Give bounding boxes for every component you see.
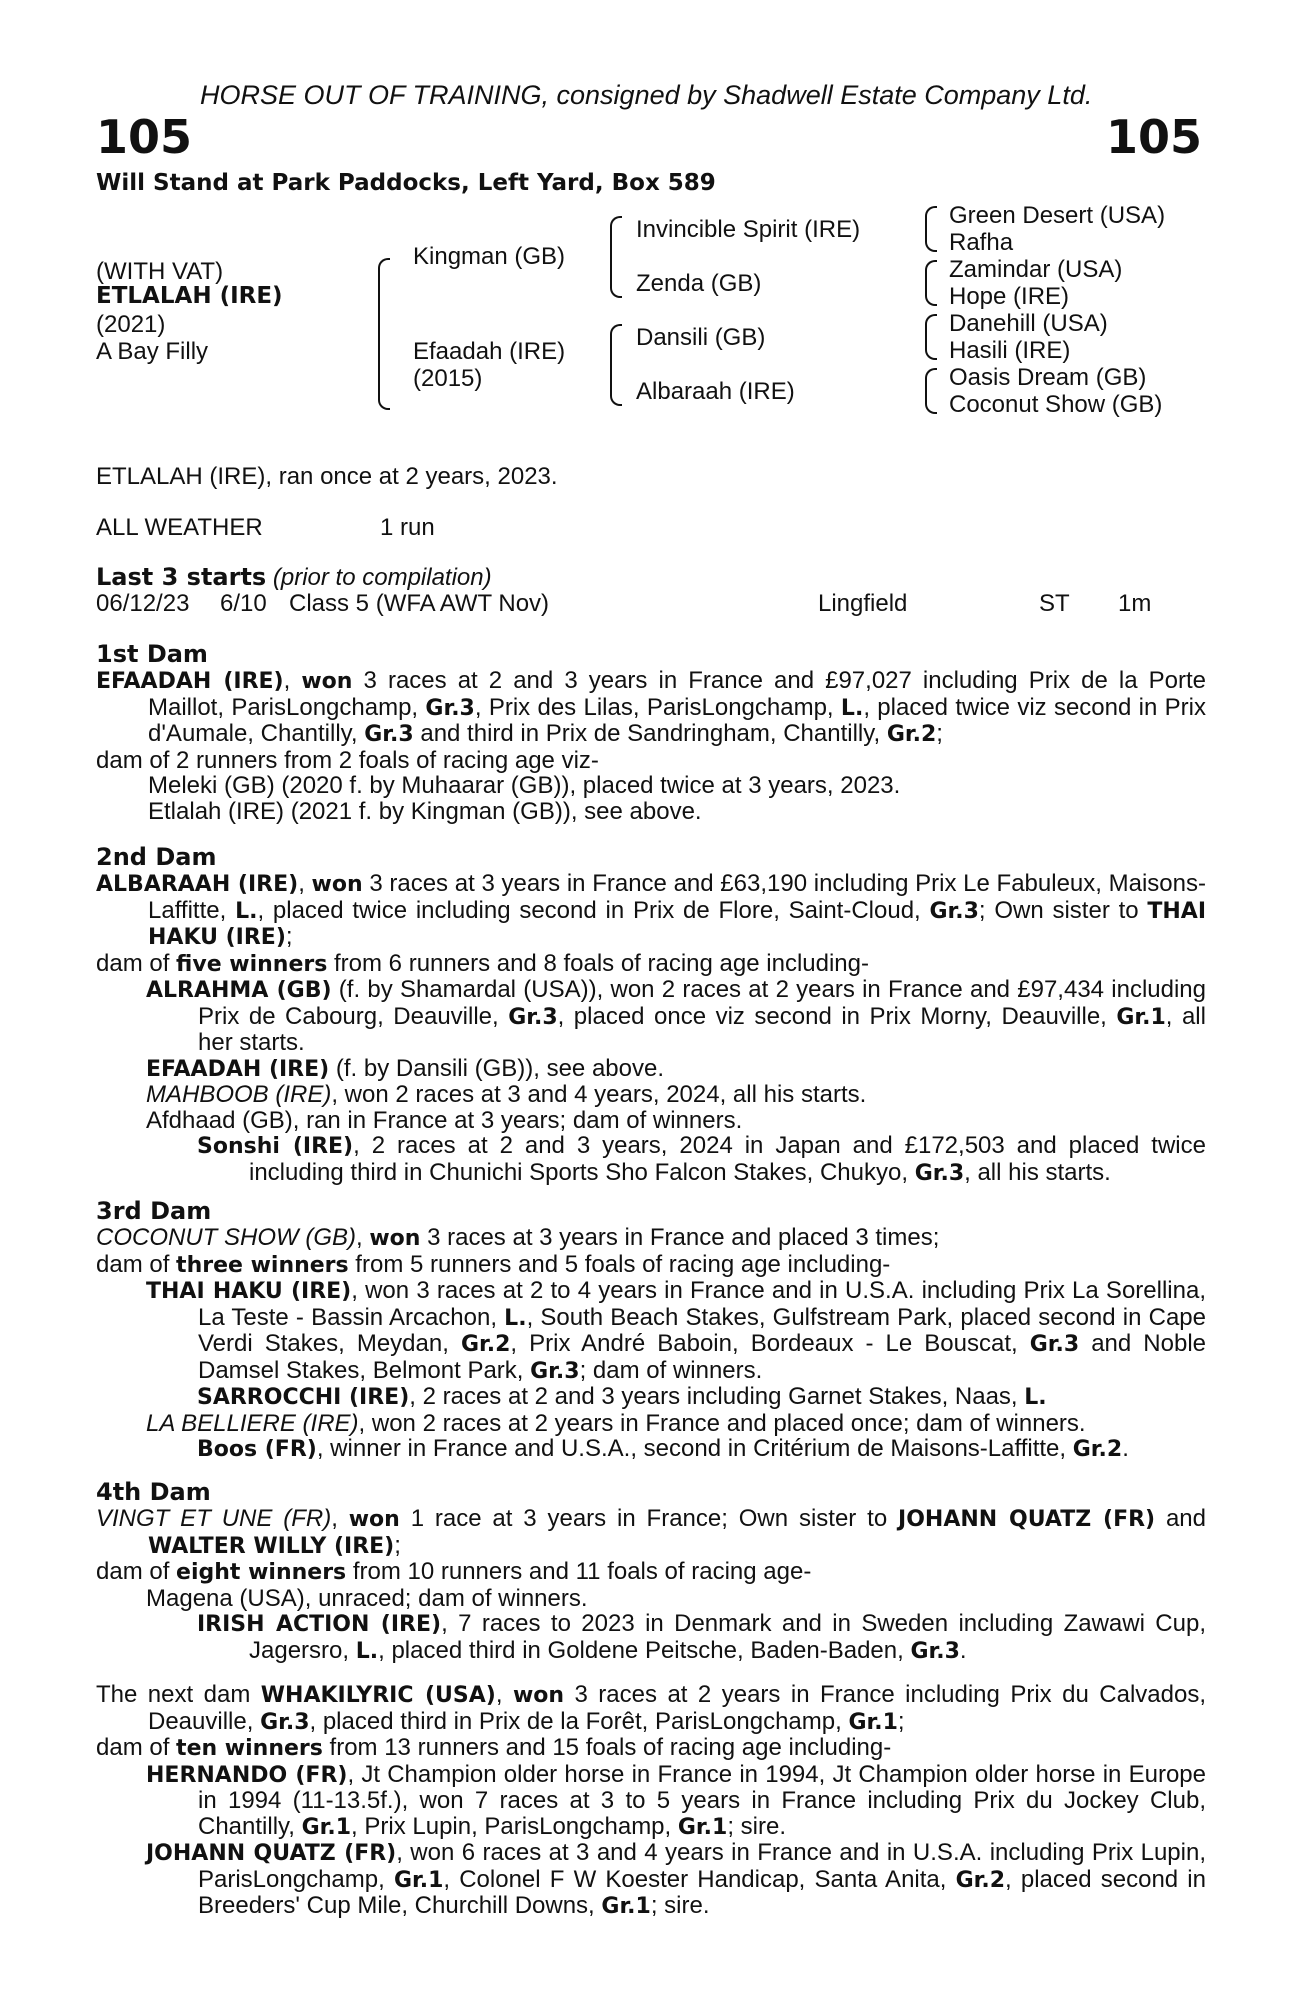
fourth-dam-section xyxy=(96,1478,1206,1664)
sire-name: Kingman (GB) xyxy=(413,243,566,270)
produce-item: HERNANDO (FR), Jt Champion older horse in France in 1994, Jt Champion older horse in Europe in 1994 (11-13.5f.), won 7 races at 3 to 5 years in France including Prix du Jockey Club, Chantilly, Gr.1, Prix Lupin, ParisLongchamp, Gr.1; sire. xyxy=(146,1760,1206,1840)
start-position: 6/10 xyxy=(220,590,267,617)
lot-number-left: 105 xyxy=(96,110,193,164)
produce-item: EFAADAH (IRE) (f. by Dansili (GB)), see above. xyxy=(146,1054,664,1082)
pedigree-brace xyxy=(925,282,937,306)
produce-item: Sonshi (IRE), 2 races at 2 and 3 years, 2024 in Japan and £172,503 and placed twice including third in Chunichi Sports Sho Falcon Stakes, Chukyo, Gr.3, all his starts. xyxy=(197,1132,1206,1186)
last-starts-label: Last 3 starts xyxy=(96,563,267,591)
pedigree-brace xyxy=(378,336,390,410)
produce-item: ALRAHMA (GB) (f. by Shamardal (USA)), won 2 races at 2 years in France and £97,434 including Prix de Cabourg, Deauville, Gr.3, placed once viz second in Prix Morny, Deauville, Gr.1, all her starts. xyxy=(146,976,1207,1056)
dam-paragraph: COCONUT SHOW (GB), won 3 races at 3 years in France and placed 3 times; xyxy=(96,1224,940,1251)
pedigree-brace xyxy=(610,362,622,406)
section-heading: 2nd Dam xyxy=(96,843,217,871)
produce-item: MAHBOOB (IRE), won 2 races at 3 and 4 years, 2024, all his starts. xyxy=(146,1081,867,1108)
dam-of-line: dam of eight winners from 10 runners and 11 foals of racing age- xyxy=(96,1558,812,1585)
ds-dam: Hasili (IRE) xyxy=(949,337,1071,364)
dam-dam: Albaraah (IRE) xyxy=(636,378,795,405)
last-starts-note: (prior to compilation) xyxy=(272,564,492,591)
start-course: Lingfield xyxy=(818,590,908,617)
pedigree-brace xyxy=(925,314,937,338)
dam-of-line: dam of three winners from 5 runners and 5 foals of racing age including- xyxy=(96,1250,891,1278)
first-dam-section xyxy=(96,640,1206,824)
horse-year: (2021) xyxy=(96,311,166,338)
stand-location: Will Stand at Park Paddocks, Left Yard, Box 589 xyxy=(96,170,716,196)
ss-dam: Rafha xyxy=(949,229,1014,256)
dam-sire: Dansili (GB) xyxy=(636,324,766,351)
produce-item: LA BELLIERE (IRE), won 2 races at 2 years in France and placed once; dam of winners. xyxy=(146,1409,1086,1437)
produce-item: IRISH ACTION (IRE), 7 races to 2023 in Denmark and in Sweden including Zawawi Cup, Jagersro, L., placed third in Goldene Peitsche, Baden-Baden, Gr.3. xyxy=(197,1610,1206,1664)
ds-sire: Danehill (USA) xyxy=(949,310,1108,337)
produce-item: Magena (USA), unraced; dam of winners. xyxy=(146,1584,588,1612)
pedigree-brace xyxy=(925,336,937,360)
dam-of-line: dam of 2 runners from 2 foals of racing age viz- xyxy=(96,746,599,774)
produce-item: Etlalah (IRE) (2021 f. by Kingman (GB)), see above. xyxy=(148,797,702,825)
start-going: ST xyxy=(1039,590,1070,617)
pedigree-brace xyxy=(925,368,937,392)
pedigree-brace xyxy=(378,258,390,338)
lot-number-right: 105 xyxy=(1105,110,1202,164)
dd-sire: Oasis Dream (GB) xyxy=(949,364,1147,391)
start-date: 06/12/23 xyxy=(96,590,190,617)
consignor-line: HORSE OUT OF TRAINING, consigned by Shadwell Estate Company Ltd. xyxy=(200,80,1093,110)
pedigree-brace xyxy=(610,324,622,364)
dam-paragraph: EFAADAH (IRE), won 3 races at 2 and 3 years in France and £97,027 including Prix de la Porte Maillot, ParisLongchamp, Gr.3, Prix des Lilas, ParisLongchamp, L., placed twice viz second in Prix d'Aumale, Chantilly, Gr.3 and third in Prix de Sandringham, Chantilly, Gr.2; xyxy=(96,667,1206,747)
pedigree-brace xyxy=(925,260,937,284)
pedigree-brace xyxy=(925,228,937,252)
surface-label: ALL WEATHER xyxy=(96,514,263,541)
dam-paragraph: The next dam WHAKILYRIC (USA), won 3 races at 2 years in France including Prix du Calvados, Deauville, Gr.3, placed third in Prix de la Forêt, ParisLongchamp, Gr.1; xyxy=(96,1681,1206,1735)
surface-runs: 1 run xyxy=(380,514,435,541)
sd-dam: Hope (IRE) xyxy=(949,283,1070,310)
race-summary: ETLALAH (IRE), ran once at 2 years, 2023. xyxy=(96,463,558,490)
dam-paragraph: VINGT ET UNE (FR), won 1 race at 3 years in France; Own sister to JOHANN QUATZ (FR) and WALTER WILLY (IRE); xyxy=(96,1505,1207,1559)
produce-item: Meleki (GB) (2020 f. by Muhaarar (GB)), placed twice at 3 years, 2023. xyxy=(148,772,901,799)
sire-dam: Zenda (GB) xyxy=(636,270,762,297)
ss-sire: Green Desert (USA) xyxy=(949,202,1166,229)
produce-item: Afdhaad (GB), ran in France at 3 years; dam of winners. xyxy=(146,1106,743,1134)
start-distance: 1m xyxy=(1118,590,1152,617)
pedigree-brace xyxy=(925,390,937,414)
horse-name: ETLALAH (IRE) xyxy=(96,283,283,309)
dd-dam: Coconut Show (GB) xyxy=(949,391,1163,418)
dam-of-line: dam of five winners from 6 runners and 8 foals of racing age including- xyxy=(96,949,869,977)
section-heading: 1st Dam xyxy=(96,640,208,668)
dam-of-line: dam of ten winners from 13 runners and 15 foals of racing age including- xyxy=(96,1734,892,1761)
section-heading: 3rd Dam xyxy=(96,1197,212,1225)
dam-name: Efaadah (IRE) xyxy=(413,338,566,365)
start-race: Class 5 (WFA AWT Nov) xyxy=(289,590,550,617)
third-dam-section xyxy=(96,1197,1206,1463)
sd-sire: Zamindar (USA) xyxy=(949,256,1123,283)
sire-sire: Invincible Spirit (IRE) xyxy=(636,216,861,243)
produce-item: JOHANN QUATZ (FR), won 6 races at 3 and 4 years in France and in U.S.A. including Prix Lupin, ParisLongchamp, Gr.1, Colonel F W Koester Handicap, Santa Anita, Gr.2, placed second in Breeders' Cup Mile, Churchill Downs, Gr.1; sire. xyxy=(146,1839,1206,1919)
produce-item: THAI HAKU (IRE), won 3 races at 2 to 4 years in France and in U.S.A. including Prix La Sorellina, La Teste - Bassin Arcachon, L., South Beach Stakes, Gulfstream Park, placed second in Cape Verdi Stakes, Meydan, Gr.2, Prix André Baboin, Bordeaux - Le Bouscat, Gr.3 and Noble Damsel Stakes, Belmont Park, Gr.3; dam of winners. xyxy=(146,1277,1207,1384)
dam-paragraph: ALBARAAH (IRE), won 3 races at 3 years in France and £63,190 including Prix Le Fabuleux, Maisons-Laffitte, L., placed twice including second in Prix de Flore, Saint-Cloud, Gr.3; Own sister to THAI HAKU (IRE); xyxy=(96,870,1207,950)
pedigree-brace xyxy=(925,206,937,230)
second-dam-section xyxy=(96,843,1206,1186)
last-starts-heading xyxy=(96,565,492,590)
dam-year: (2015) xyxy=(413,365,483,392)
pedigree-brace xyxy=(610,254,622,298)
produce-item: SARROCCHI (IRE), 2 races at 2 and 3 years including Garnet Stakes, Naas, L. xyxy=(197,1383,1047,1410)
horse-description: A Bay Filly xyxy=(96,338,209,365)
next-dam-section xyxy=(96,1682,1206,1920)
section-heading: 4th Dam xyxy=(96,1478,211,1506)
pedigree-brace xyxy=(610,216,622,256)
vat-note: (WITH VAT) xyxy=(96,258,224,285)
produce-item: Boos (FR), winner in France and U.S.A., second in Critérium de Maisons-Laffitte, Gr.2. xyxy=(197,1435,1129,1462)
